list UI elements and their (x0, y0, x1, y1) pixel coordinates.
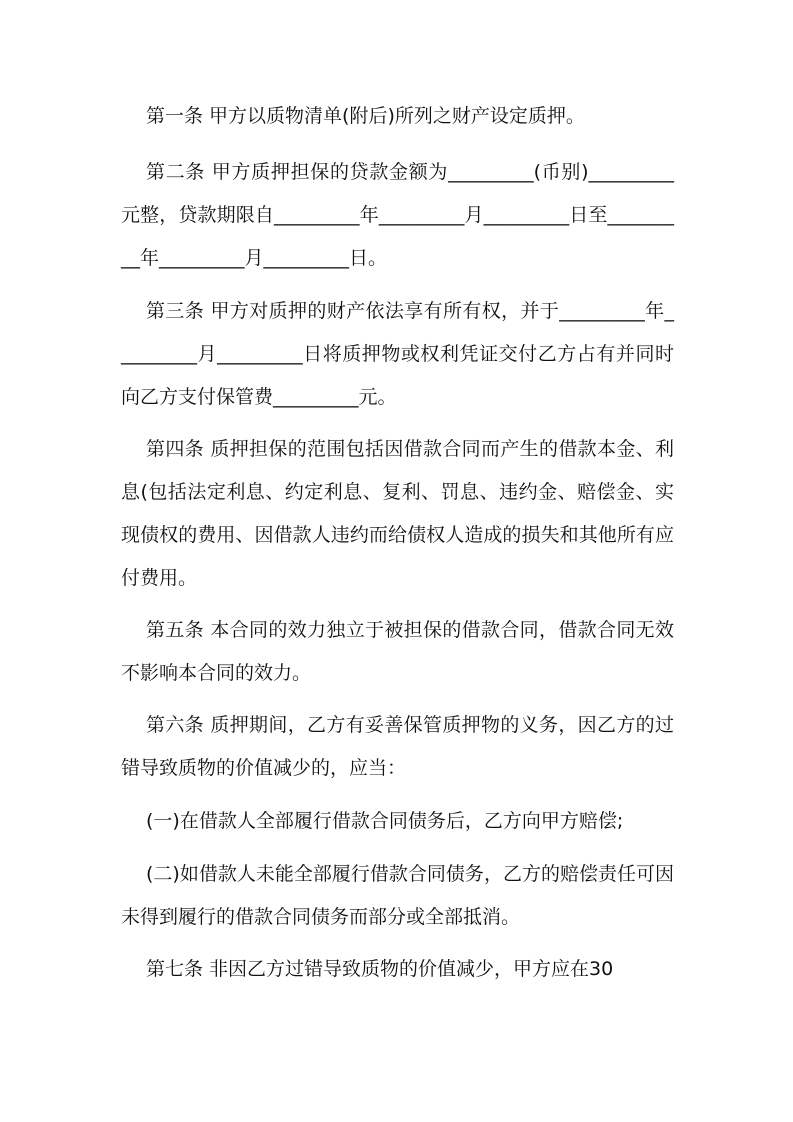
article-3-paragraph: 第三条 甲方对质押的财产依法享有所有权，并于_________年_________月_________日将质押物或权利凭证交付乙方占有并同时向乙方支付保管费_________元。 (121, 300, 674, 408)
article-7-paragraph: 第七条 非因乙方过错导致质物的价值减少，甲方应在30 (146, 958, 614, 980)
article-6-item-1: (一)在借款人全部履行借款合同债务后，乙方向甲方赔偿; (146, 810, 624, 832)
article-2-paragraph: 第二条 甲方质押担保的贷款金额为_________(币别)_________元整，贷款期限自_________年_________月_________日至_________年_________月_________日。 (121, 161, 674, 269)
article-1-paragraph: 第一条 甲方以质物清单(附后)所列之财产设定质押。 (146, 105, 585, 127)
article-6-item-2: (二)如借款人未能全部履行借款合同债务，乙方的赔偿责任可因未得到履行的借款合同债务而部分或全部抵消。 (121, 863, 674, 928)
article-4-paragraph: 第四条 质押担保的范围包括因借款合同而产生的借款本金、利息(包括法定利息、约定利息、复利、罚息、违约金、赔偿金、实现债权的费用、因借款人违约而给债权人造成的损失和其他所有应付费用。 (121, 438, 674, 589)
article-6-paragraph: 第六条 质押期间，乙方有妥善保管质押物的义务，因乙方的过错导致质物的价值减少的，应当： (121, 714, 674, 779)
article-5-paragraph: 第五条 本合同的效力独立于被担保的借款合同，借款合同无效不影响本合同的效力。 (121, 619, 674, 684)
